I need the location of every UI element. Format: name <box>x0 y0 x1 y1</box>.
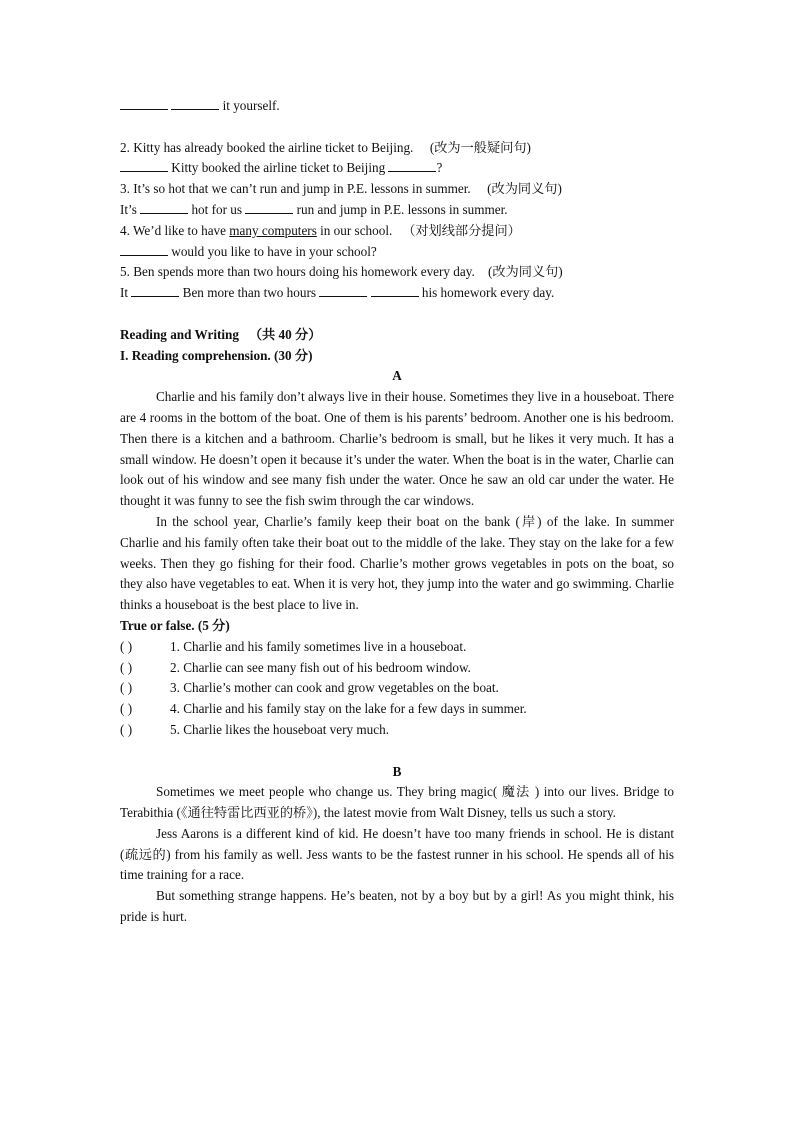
answer-blank[interactable] <box>171 96 219 110</box>
answer-2-end: ? <box>436 160 443 176</box>
section-title-text: Reading and Writing <box>120 326 239 342</box>
answer-blank[interactable] <box>131 283 179 297</box>
question-3-instruction: (改为同义句) <box>487 181 562 197</box>
question-5-instruction: (改为同义句) <box>487 264 563 280</box>
question-3 <box>120 179 674 200</box>
tf-item <box>120 658 674 679</box>
answer-3-end: run and jump in P.E. lessons in summer. <box>296 201 508 217</box>
answer-bracket[interactable]: ( ) <box>120 701 133 717</box>
answer-3 <box>120 200 674 221</box>
answer-blank[interactable] <box>120 158 168 172</box>
question-2 <box>120 138 674 159</box>
passage-b-paragraph-1: Sometimes we meet people who change us. They bring magic( 魔法 ) into our lives. Bridge to Terabithia (《通往特雷比西亚的桥》), the latest movie from Walt Disney, tells us such a story. <box>120 784 674 821</box>
answer-2 <box>120 158 674 179</box>
answer-5-end: his homework every day. <box>421 285 555 301</box>
tf-item-text: 3. Charlie’s mother can cook and grow vegetables on the boat. <box>170 680 499 696</box>
tf-item-text: 4. Charlie and his family stay on the lake for a few days in summer. <box>170 701 527 717</box>
answer-bracket[interactable]: ( ) <box>120 638 133 654</box>
tf-item-text: 2. Charlie can see many fish out of his bedroom window. <box>170 659 471 675</box>
question-5-sentence: 5. Ben spends more than two hours doing his homework every day. <box>120 264 475 280</box>
question-4-start: 4. We’d like to have <box>120 222 226 238</box>
prev-answer-text: it yourself. <box>222 98 280 113</box>
tf-item <box>120 720 674 741</box>
answer-blank[interactable] <box>371 283 419 297</box>
answer-blank[interactable] <box>245 200 293 214</box>
answer-blank[interactable] <box>388 158 436 172</box>
passage-a-label: A <box>392 368 402 384</box>
answer-2-text: Kitty booked the airline ticket to Beijing <box>171 160 386 176</box>
passage-b-paragraph-2: Jess Aarons is a different kind of kid. He doesn’t have too many friends in school. He is distant (疏远的) from his family as well. Jess wants to be the fastest runner in his school. He spends all of his time training for a race. <box>120 825 674 883</box>
question-4-instruction: （对划线部分提问） <box>402 222 521 238</box>
question-4-end: in our school. <box>320 222 393 238</box>
passage-b-label: B <box>392 763 402 779</box>
tf-item-text: 5. Charlie likes the houseboat very much. <box>170 721 390 737</box>
answer-bracket[interactable]: ( ) <box>120 680 133 696</box>
tf-item <box>120 678 674 699</box>
answer-blank[interactable] <box>319 283 367 297</box>
answer-3-mid: hot for us <box>191 201 243 217</box>
answer-3-start: It’s <box>120 201 137 217</box>
tf-item-text: 1. Charlie and his family sometimes live in a houseboat. <box>170 638 467 654</box>
answer-4-text: would you like to have in your school? <box>171 243 377 259</box>
question-2-instruction: (改为一般疑问句) <box>429 139 531 155</box>
tf-item <box>120 699 674 720</box>
passage-a-paragraph-2: In the school year, Charlie’s family keep their boat on the bank (岸) of the lake. In summer Charlie and his family often take their boat out to the middle of the lake. They stay on the lake for a few weeks. Then they go fishing for their food. Charlie’s mother grows vegetables in pots on the boat, so they also have vegetables to eat. When it is very hot, they jump into the water and go swimming. Charlie thinks a houseboat is the best place to live in. <box>120 513 674 613</box>
answer-5 <box>120 283 674 304</box>
question-2-sentence: 2. Kitty has already booked the airline ticket to Beijing. <box>120 139 414 155</box>
worksheet-page <box>120 96 674 928</box>
tf-item <box>120 637 674 658</box>
answer-blank[interactable] <box>120 96 168 110</box>
section-title <box>120 325 674 346</box>
question-5 <box>120 262 674 283</box>
true-false-title: True or false. (5 分) <box>120 617 230 633</box>
answer-bracket[interactable]: ( ) <box>120 659 133 675</box>
answer-5-start: It <box>120 285 129 301</box>
passage-a-paragraph-1: Charlie and his family don’t always live in their house. Sometimes they live in a houseboat. There are 4 rooms in the bottom of the boat. One of them is his parents’ bedroom. Another one is his bedroom. Then there is a kitchen and a bathroom. Charlie’s bedroom is small, but he likes it very much. It has a small window. He doesn’t open it because it’s under the water. When the boat is in the water, Charlie can look out of his window and see many fish under the water. Once he saw an old car under the water. He thought it was funny to see the fish swim through the car windows. <box>120 389 674 509</box>
answer-blank[interactable] <box>140 200 188 214</box>
answer-4 <box>120 242 674 263</box>
question-3-sentence: 3. It’s so hot that we can’t run and jump in P.E. lessons in summer. <box>120 181 471 197</box>
subsection-title-text: I. Reading comprehension. <box>120 347 271 363</box>
answer-bracket[interactable]: ( ) <box>120 721 133 737</box>
prev-answer-line <box>120 96 674 117</box>
section-score: （共 40 分） <box>248 326 322 342</box>
passage-b-paragraph-3: But something strange happens. He’s beaten, not by a boy but by a girl! As you might think, his pride is hurt. <box>120 888 674 925</box>
subsection-score: (30 分) <box>274 347 313 363</box>
question-4-underlined: many computers <box>229 222 317 238</box>
answer-blank[interactable] <box>120 242 168 256</box>
subsection-title <box>120 346 674 367</box>
question-4 <box>120 221 674 242</box>
answer-5-mid: Ben more than two hours <box>182 285 316 301</box>
